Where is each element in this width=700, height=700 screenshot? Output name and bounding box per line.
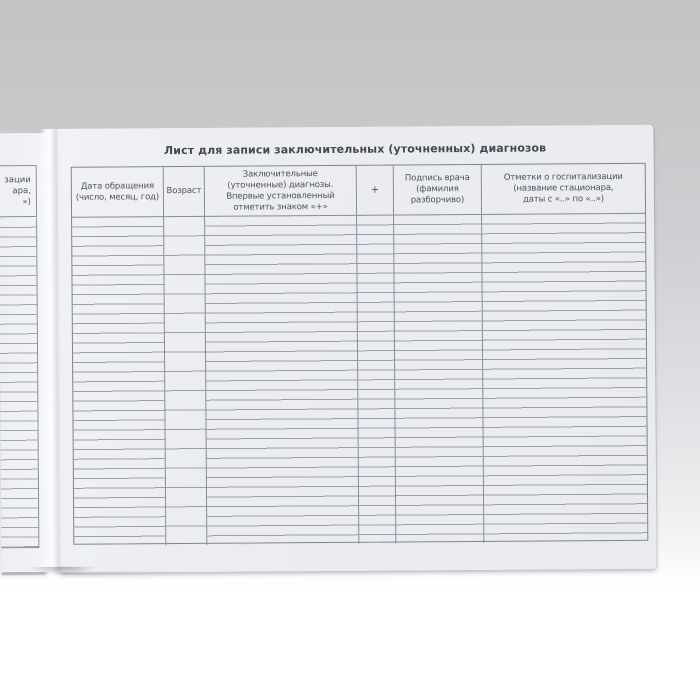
header-line: Отметки о госпитализации	[503, 171, 623, 183]
page-fold	[40, 129, 62, 575]
header-cell-diagnoses	[205, 166, 357, 216]
header-line: Дата обращения	[80, 180, 154, 192]
table-header-row	[72, 164, 645, 218]
diagnoses-table	[71, 163, 649, 545]
header-line: разборчиво)	[410, 195, 465, 206]
header-cell-hospitalization	[482, 164, 645, 214]
header-cell-date	[72, 167, 164, 217]
header-line: Впервые установленный	[226, 190, 335, 202]
header-line: Заключительные	[242, 168, 318, 180]
body-column-date	[72, 217, 166, 546]
body-column-diagnoses	[205, 216, 359, 545]
header-cell-doctor-signature	[394, 165, 482, 215]
header-line: (число, месяц, год)	[75, 191, 160, 203]
body-column-plus-mark	[357, 216, 396, 544]
left-page-header-fragment-line: ара,	[12, 185, 31, 196]
table-body	[72, 214, 647, 546]
right-page	[56, 125, 656, 573]
left-page-header-fragment-line: зации	[4, 174, 31, 185]
left-page-header-fragment-line: »)	[22, 196, 31, 207]
page-title: Лист для записи заключительных (уточненных) диагнозов	[163, 141, 547, 158]
body-column-age	[164, 217, 207, 545]
body-column-hospitalization	[482, 214, 647, 543]
header-line: даты с «..» по «..»)	[522, 194, 604, 205]
body-column-doctor-signature	[394, 215, 484, 544]
header-line: (фамилия	[416, 184, 459, 195]
left-page-header-fragment	[0, 165, 37, 217]
header-cell-plus-mark	[357, 166, 394, 215]
header-cell-age	[164, 167, 205, 216]
header-line: Возраст	[166, 185, 202, 197]
header-line: (название стационара,	[513, 183, 614, 194]
open-record-book	[0, 125, 658, 576]
plus-sign: +	[370, 184, 380, 196]
header-line: (уточненные) диагнозы.	[227, 179, 334, 191]
left-page-ruled-rows	[0, 218, 39, 548]
header-line: отметить знаком «+»	[233, 201, 328, 213]
header-line: Подпись врача	[404, 173, 470, 184]
page-fold-shadow	[28, 567, 98, 575]
